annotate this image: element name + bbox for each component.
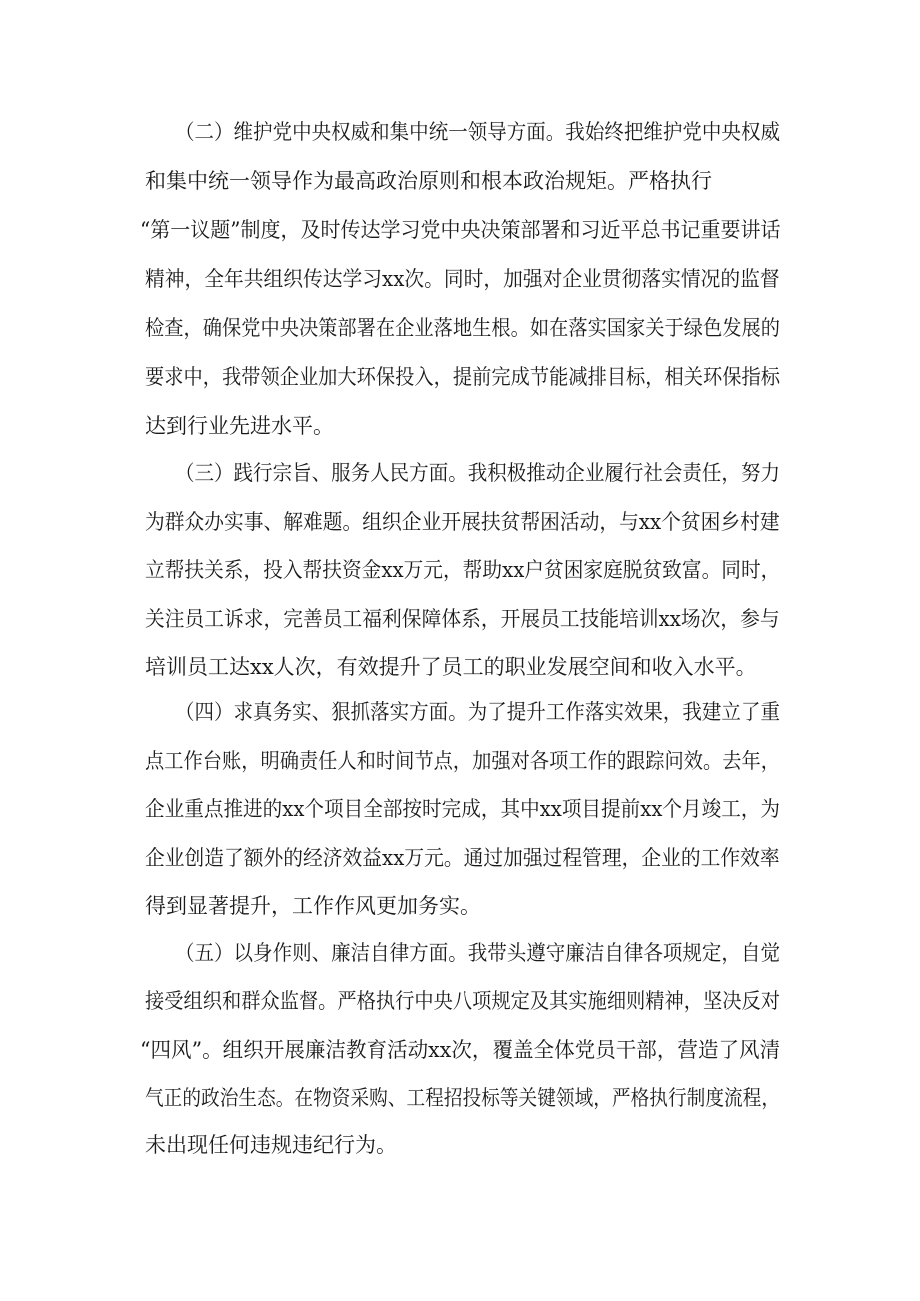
paragraph-line: 气正的政治生态。在物资采购、工程招投标等关键领域，严格执行制度流程， [145,1086,781,1110]
paragraph-line: “四风”。组织开展廉洁教育活动xx次，覆盖全体党员干部，营造了风清 [140,1038,781,1062]
paragraph-line: （三）践行宗旨、服务人民方面。我积极推动企业履行社会责任，努力 [175,461,780,485]
paragraph-line: 得到显著提升，工作作风更加务实。 [145,894,481,918]
paragraph-line: 企业创造了额外的经济效益xx万元。通过加强过程管理，企业的工作效率 [145,846,780,870]
paragraph-line: 为群众办实事、解难题。组织企业开展扶贫帮困活动，与xx个贫困乡村建 [145,510,780,534]
paragraph-line: 达到行业先进水平。 [145,414,334,438]
paragraph-line: （二）维护党中央权威和集中统一领导方面。我始终把维护党中央权威 [175,120,780,144]
paragraph-line: 立帮扶关系，投入帮扶资金xx万元，帮助xx户贫困家庭脱贫致富。同时， [145,558,781,582]
paragraph-line: （四）求真务实、狠抓落实方面。为了提升工作落实效果，我建立了重 [175,700,780,724]
paragraph-line: “第一议题”制度，及时传达学习党中央决策部署和习近平总书记重要讲话 [140,218,781,242]
paragraph-line: 关注员工诉求，完善员工福利保障体系，开展员工技能培训xx场次，参与 [145,607,780,631]
paragraph-line: 未出现任何违规违纪行为。 [145,1133,397,1157]
paragraph-line: 精神，全年共组织传达学习xx次。同时，加强对企业贯彻落实情况的监督 [145,267,780,291]
paragraph-line: 要求中，我带领企业加大环保投入，提前完成节能减排目标，相关环保指标 [145,365,780,389]
paragraph-line: 接受组织和群众监督。严格执行中央八项规定及其实施细则精神，坚决反对 [145,989,780,1013]
paragraph-line: 培训员工达xx人次，有效提升了员工的职业发展空间和收入水平。 [145,655,757,679]
paragraph-line: 检查，确保党中央决策部署在企业落地生根。如在落实国家关于绿色发展的 [145,316,780,340]
paragraph-line: 企业重点推进的xx个项目全部按时完成，其中xx项目提前xx个月竣工，为 [145,797,781,821]
paragraph-line: 和集中统一领导作为最高政治原则和根本政治规矩。严格执行 [145,169,712,193]
paragraph-line: （五）以身作则、廉洁自律方面。我带头遵守廉洁自律各项规定，自觉 [175,941,780,965]
paragraph-line: 点工作台账，明确责任人和时间节点，加强对各项工作的跟踪问效。去年， [145,749,780,773]
